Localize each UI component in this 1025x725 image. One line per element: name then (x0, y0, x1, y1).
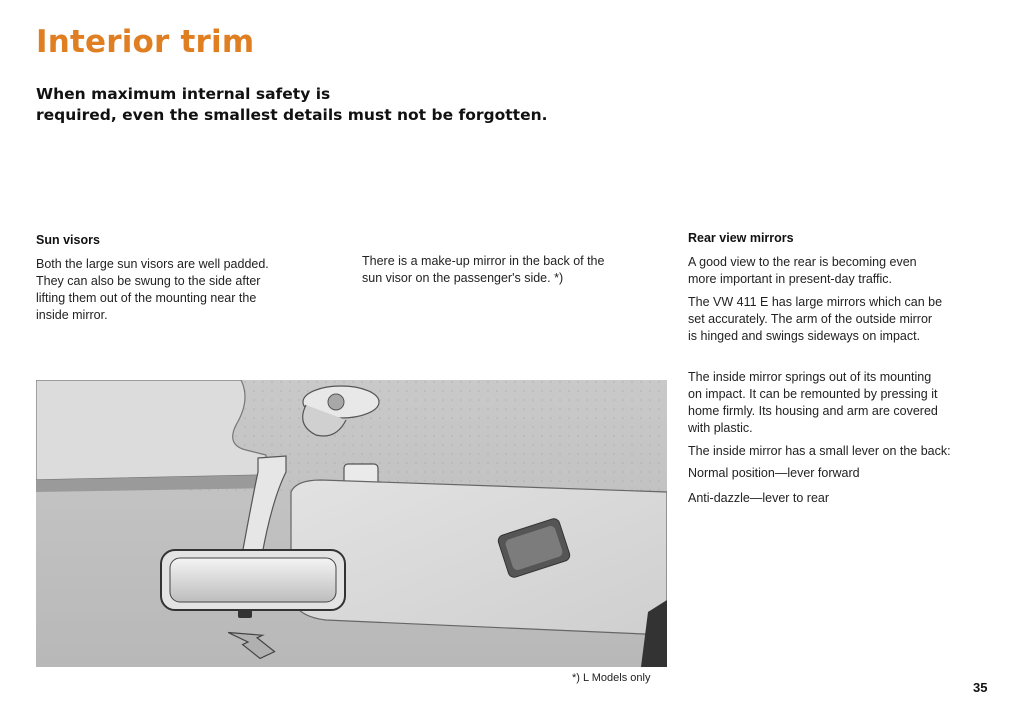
text-line: The VW 411 E has large mirrors which can be (688, 295, 943, 309)
interior-mirror-illustration (36, 380, 667, 667)
text-line: Both the large sun visors are well padded. (36, 257, 269, 271)
subtitle-line: required, even the smallest details must not be forgotten. (36, 106, 548, 124)
text-line: is hinged and swings sideways on impact. (688, 329, 921, 343)
page-number: 35 (973, 680, 988, 695)
rear-view-paragraph-3 (688, 369, 938, 437)
sun-visors-heading: Sun visors (36, 233, 100, 247)
make-up-mirror-paragraph (362, 253, 604, 287)
rear-view-paragraph-2 (688, 294, 942, 345)
anti-dazzle-lever (238, 610, 252, 618)
page-subtitle (36, 84, 556, 126)
text-line: on impact. It can be remounted by pressing it (688, 387, 938, 401)
text-line: lifting them out of the mounting near the (36, 291, 257, 305)
footnote: *) L Models only (572, 672, 651, 684)
rear-view-mirrors-heading: Rear view mirrors (688, 231, 794, 245)
rear-view-paragraph-1 (688, 254, 917, 288)
rear-view-paragraph-4 (688, 443, 951, 460)
text-line: Anti-dazzle—lever to rear (688, 491, 830, 505)
text-line: A good view to the rear is becoming even (688, 255, 917, 269)
text-line: sun visor on the passenger's side. *) (362, 271, 564, 285)
text-line: set accurately. The arm of the outside mirror (688, 312, 933, 326)
subtitle-line: When maximum internal safety is (36, 85, 331, 103)
sun-visors-paragraph (36, 256, 269, 324)
text-line: with plastic. (688, 421, 753, 435)
text-line: more important in present-day traffic. (688, 272, 893, 286)
text-line: The inside mirror springs out of its mounting (688, 370, 932, 384)
rear-view-paragraph-5 (688, 465, 860, 482)
text-line: home firmly. Its housing and arm are covered (688, 404, 938, 418)
rear-view-paragraph-6 (688, 490, 829, 507)
page-title: Interior trim (36, 24, 255, 60)
text-line: Normal position—lever forward (688, 466, 860, 480)
text-line: They can also be swung to the side after (36, 274, 261, 288)
text-line: There is a make-up mirror in the back of the (362, 254, 605, 268)
text-line: The inside mirror has a small lever on the back: (688, 444, 951, 458)
left-sun-visor (36, 380, 266, 480)
text-line: inside mirror. (36, 308, 108, 322)
right-sun-visor (291, 480, 667, 635)
